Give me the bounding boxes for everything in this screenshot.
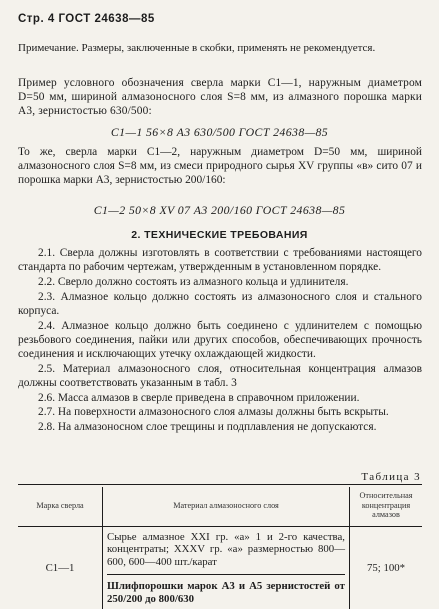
designation-example-paragraph: Пример условного обозначения сверла марки С1—1, наружным диаметром D=50 мм, шириной алмазоносного слоя S=8 мм, из алмазного порошка марки А3, зернистостью 630/500: (18, 77, 422, 118)
requirements-list (18, 246, 422, 435)
cell-grade: С1—1 (45, 561, 75, 574)
material-line-1: Сырье алмазное XXI гр. «а» 1 и 2-го качества, концентраты; XXXV гр. «а» размерностью 800—600, 600—400 шт./карат (107, 530, 345, 568)
header-cell-grade: Марка сверла (18, 487, 103, 526)
requirement-paragraph: 2.6. Масса алмазов в сверле приведена в справочном приложении. (38, 391, 360, 404)
requirement-paragraph: 2.4. Алмазное кольцо должно быть соединено с удлинителем с помощью резьбового соединения, пайки или других способов, обеспечивающих прочность соединения и исключающих утечку охлаждающей жидкости. (18, 319, 422, 360)
requirement-paragraph: 2.8. На алмазоносном слое трещины и подплавления не допускаются. (38, 420, 377, 433)
table-header-row (18, 487, 422, 526)
table-caption: Таблица 3 (361, 471, 421, 483)
requirement-paragraph: 2.5. Материал алмазоносного слоя, относительная концентрация алмазов должны соответствовать указанным в табл. 3 (18, 362, 422, 389)
requirement-paragraph: 2.3. Алмазное кольцо должно состоять из алмазоносного слоя и стального корпуса. (18, 290, 422, 317)
section-title: 2. ТЕХНИЧЕСКИЕ ТРЕБОВАНИЯ (131, 229, 308, 241)
materials-table (18, 487, 422, 609)
cell-material (103, 526, 350, 609)
note-paragraph: Примечание. Размеры, заключенные в скобки, применять не рекомендуется. (18, 42, 376, 54)
header-cell-concentration: Относительная концентрация алмазов (350, 487, 423, 526)
table-top-rule (18, 484, 422, 485)
designation-formula-2: С1—2 50×8 XV 07 А3 200/160 ГОСТ 24638—85 (93, 203, 346, 217)
page-header: Стр. 4 ГОСТ 24638—85 (18, 13, 155, 25)
requirement-paragraph: 2.7. На поверхности алмазоносного слоя алмазы должны быть вскрыты. (38, 406, 389, 419)
header-cell-material: Материал алмазоносного слоя (103, 487, 350, 526)
table-row (18, 526, 422, 609)
designation-formula-1: С1—1 56×8 А3 630/500 ГОСТ 24638—85 (110, 125, 329, 139)
requirement-paragraph: 2.1. Сверла должны изготовлять в соответствии с требованиями настоящего стандарта по рабочим чертежам, утвержденным в установленном порядке. (18, 247, 422, 274)
cell-concentration: 75; 100* (350, 526, 423, 609)
designation-example-2-paragraph: То же, сверла марки С1—2, наружным диаметром D=50 мм, шириной алмазоносного слоя S=8 мм, из смеси природного сырья XV группы «в» сито 07 и порошка марки А3, зернистостью 200/160: (18, 146, 423, 187)
requirement-paragraph: 2.2. Сверло должно состоять из алмазного кольца и удлинителя. (38, 275, 349, 288)
material-line-2: Шлифпорошки марок А3 и А5 зернистостей от 250/200 до 800/630 (107, 574, 345, 605)
